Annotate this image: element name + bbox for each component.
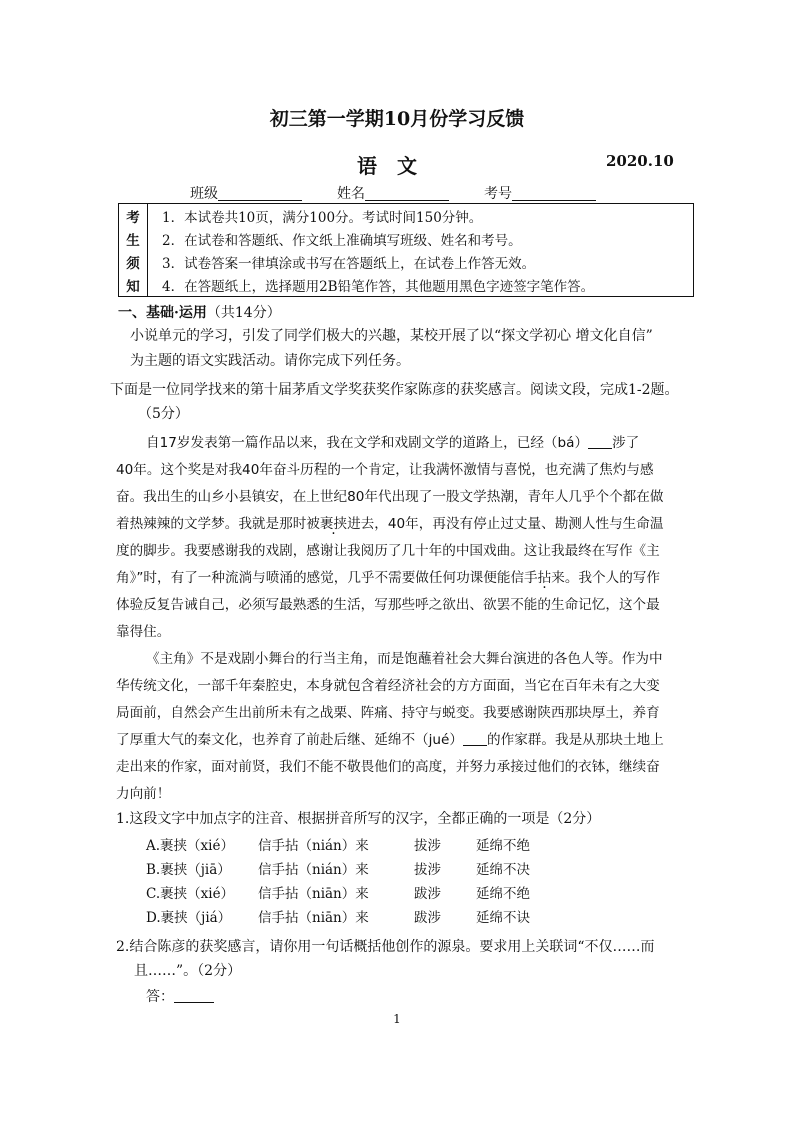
passage-text: 了厚重大气的秦文化，也养育了前赴后继、延绵不（jué） bbox=[116, 732, 464, 748]
option-a-d: 延绵不绝 bbox=[476, 838, 530, 854]
option-d-c: 跋涉 bbox=[414, 910, 441, 926]
passage-line bbox=[116, 566, 660, 586]
subject-heading: 语文 bbox=[357, 154, 437, 178]
answer-blank[interactable] bbox=[174, 990, 214, 1003]
passage-line: 华传统文化，一部千年秦腔史，本身就包含着经济社会的方方面面，当它在百年未有之大变 bbox=[116, 678, 660, 694]
notice-head-char: 知 bbox=[119, 273, 148, 297]
task-line: 下面是一位同学找来的第十届茅盾文学奖获奖作家陈彦的获奖感言。阅读文段，完成1-2题。 bbox=[110, 382, 679, 398]
passage-line: 40年。这个奖是对我40年奋斗历程的一个肯定，让我满怀激情与喜悦，也充满了焦灼与感 bbox=[116, 462, 654, 478]
section-heading bbox=[118, 302, 281, 322]
option-b-label[interactable]: B.裹挟（jiā） bbox=[146, 862, 231, 878]
passage-line: 局面前，自然会产生出前所未有之战栗、阵痛、持守与蜕变。我要感谢陕西那块厚土，养育 bbox=[116, 705, 660, 721]
section-title: 一、基础·运用 bbox=[118, 305, 207, 321]
passage-line bbox=[146, 431, 639, 451]
option-b-d: 延绵不决 bbox=[476, 862, 530, 878]
notice-item: 3．试卷答案一律填涂或书写在答题纸上，在试卷上作答无效。 bbox=[148, 250, 694, 273]
fill-blank[interactable] bbox=[463, 733, 487, 746]
task-points: （5分） bbox=[138, 406, 189, 422]
notice-head-char: 生 bbox=[119, 227, 148, 250]
passage-text: 的作家群。我是从那块土地上 bbox=[487, 732, 664, 748]
dotted-word: 拈 bbox=[537, 570, 552, 586]
passage-line bbox=[116, 512, 663, 532]
passage-line: 度的脚步。我要感谢我的戏剧，感谢让我阅历了几十年的中国戏曲。这让我最终在写作《主 bbox=[116, 543, 660, 559]
option-d-d: 延绵不诀 bbox=[476, 910, 530, 926]
class-blank[interactable] bbox=[218, 186, 302, 201]
exam-no-field[interactable] bbox=[484, 183, 596, 203]
name-label: 姓名 bbox=[337, 186, 365, 202]
passage-text: 涉了 bbox=[612, 435, 640, 451]
notice-head-char: 须 bbox=[119, 250, 148, 273]
passage-line: 《主角》不是戏剧小舞台的行当主角，而是饱蘸着社会大舞台演进的各色人等。作为中 bbox=[146, 651, 663, 667]
page-number: 1 bbox=[393, 1012, 401, 1026]
option-b-b: 信手拈（nián）来 bbox=[258, 862, 369, 878]
passage-line: 体验反复告诫自己，必须写最熟悉的生活，写那些呼之欲出、欲罢不能的生命记忆，这个最 bbox=[116, 597, 660, 613]
option-c-b: 信手拈（niān）来 bbox=[258, 886, 369, 902]
option-a-label[interactable]: A.裹挟（xié） bbox=[146, 838, 234, 854]
fill-blank[interactable] bbox=[588, 436, 612, 449]
notice-item: 2．在试卷和答题纸、作文纸上准确填写班级、姓名和考号。 bbox=[148, 227, 694, 250]
passage-line: 走出来的作家，面对前贤，我们不能不敬畏他们的高度，并努力承接过他们的衣钵，继续奋 bbox=[116, 759, 660, 775]
option-c-label[interactable]: C.裹挟（xié） bbox=[146, 886, 235, 902]
class-field[interactable] bbox=[190, 183, 302, 203]
option-b-c: 拔涉 bbox=[414, 862, 441, 878]
passage-text: 来。我个人的写作 bbox=[551, 570, 660, 586]
name-blank[interactable] bbox=[365, 186, 449, 201]
passage-text: 自17岁发表第一篇作品以来，我在文学和戏剧文学的道路上，已经（bá） bbox=[146, 435, 589, 451]
passage-text: 角》”时，有了一种流淌与喷涌的感觉，几乎不需要做任何功课便能信手 bbox=[116, 570, 538, 586]
notice-head-char: 考 bbox=[119, 204, 148, 228]
question-2-stem: 且……”。（2分） bbox=[134, 963, 242, 979]
exam-notice-box bbox=[118, 203, 694, 297]
notice-item: 4．在答题纸上，选择题用2B铅笔作答，其他题用黑色字迹签字笔作答。 bbox=[148, 273, 694, 297]
question-2-stem: 2.结合陈彦的获奖感言，请你用一句话概括他创作的源泉。要求用上关联词“不仅……而 bbox=[116, 939, 655, 955]
passage-line bbox=[116, 728, 664, 748]
section-points: （共14分） bbox=[206, 305, 281, 321]
option-a-b: 信手拈（nián）来 bbox=[258, 838, 369, 854]
question-1-stem: 1.这段文字中加点字的注音、根据拼音所写的汉字，全都正确的一项是（2分） bbox=[116, 811, 601, 827]
question-2-answer[interactable] bbox=[146, 986, 214, 1006]
option-d-label[interactable]: D.裹挟（jiá） bbox=[146, 910, 232, 926]
passage-line: 力向前！ bbox=[116, 786, 171, 802]
exam-no-blank[interactable] bbox=[512, 186, 596, 201]
exam-date: 2020.10 bbox=[606, 152, 674, 170]
passage-text: 进去，40年，再没有停止过丈量、勘测人性与生命温 bbox=[347, 516, 664, 532]
option-c-c: 跋涉 bbox=[414, 886, 441, 902]
exam-title: 初三第一学期10月份学习反馈 bbox=[269, 108, 525, 130]
passage-line: 奋。我出生的山乡小县镇安，在上世纪80年代出现了一股文学热潮，青年人几乎个个都在做 bbox=[116, 489, 664, 505]
passage-text: 着热辣辣的文学梦。我就是那时被 bbox=[116, 516, 320, 532]
name-field[interactable] bbox=[337, 183, 449, 203]
passage-line: 靠得住。 bbox=[116, 624, 171, 640]
dotted-word: 裹挟 bbox=[319, 516, 348, 532]
intro-line: 小说单元的学习，引发了同学们极大的兴趣，某校开展了以“探文学初心 增文化自信” bbox=[130, 328, 653, 344]
intro-line: 为主题的语文实践活动。请你完成下列任务。 bbox=[130, 353, 410, 369]
option-d-b: 信手拈（niān）来 bbox=[258, 910, 369, 926]
option-a-c: 拔涉 bbox=[414, 838, 441, 854]
notice-item: 1．本试卷共10页，满分100分。考试时间150分钟。 bbox=[148, 204, 694, 228]
option-c-d: 延绵不绝 bbox=[476, 886, 530, 902]
answer-label: 答： bbox=[146, 989, 174, 1005]
exam-no-label: 考号 bbox=[484, 186, 512, 202]
class-label: 班级 bbox=[190, 186, 218, 202]
